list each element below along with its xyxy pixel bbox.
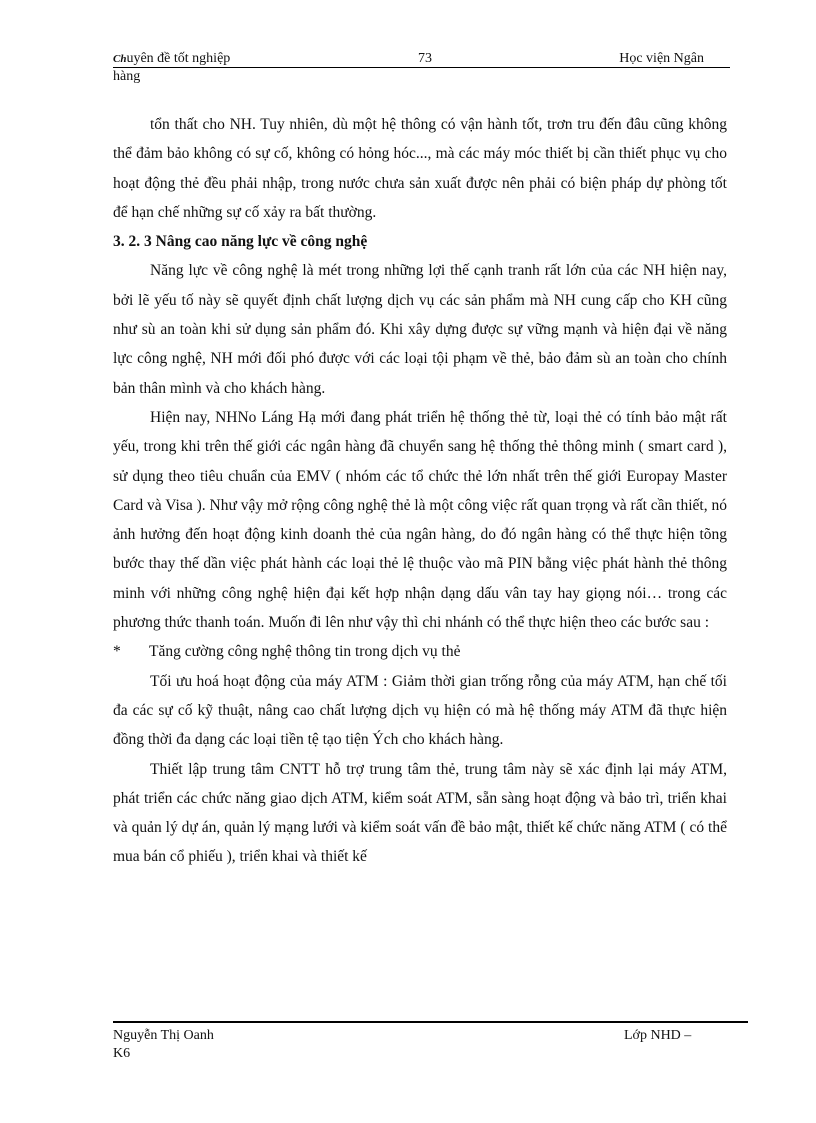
paragraph-3: Hiện nay, NHNo Láng Hạ mới đang phát triển hệ thống thẻ từ, loại thẻ có tính bảo mật rất yếu, trong khi trên thế giới các ngân hàng đã chuyển sang hệ thống thẻ thông minh ( smart card ), sử dụng theo tiêu chuẩn của EMV ( nhóm các tổ chức thẻ lớn nhất trên thế giới Europay Master Card và Visa ). Như vậy mở rộng công nghệ thẻ là một công việc rất quan trọng và rất cần thiết, nó ảnh hưởng đến hoạt động kinh doanh thẻ của ngân hàng, do đó ngân hàng có thể thực hiện tõng bước thay thế dần việc phát hành các loại thẻ lệ thuộc vào mã PIN bằng việc phát hành thẻ thông minh với những công nghệ hiện đại kết hợp nhận dạng dấu vân tay hay giọng nói… trong các phương thức thanh toán. Muốn đi lên như vậy thì chi nhánh có thể thực hiện theo các bước sau :: [113, 408, 727, 632]
header-row: [113, 51, 730, 68]
paragraph-4: Tối ưu hoá hoạt động của máy ATM : Giảm thời gian trống rỗng của máy ATM, hạn chế tối đa các sự cố kỹ thuật, nâng cao chất lượng dịch vụ hiện có mà hệ thống máy ATM đã thực hiện đồng thời đa dạng các loại tiền tệ tạo tiện Ých cho khách hàng.: [113, 672, 727, 749]
bullet-marker: *: [113, 643, 121, 661]
paragraph-2: Năng lực về công nghệ là mét trong những lợi thế cạnh tranh rất lớn của các NH hiện nay, bởi lẽ yếu tố này sẽ quyết định chất lượng dịch vụ các sản phẩm mà NH cung cấp cho KH cũng như sù an toàn khi sử dụng sản phẩm đó. Khi xây dựng được sự vững mạnh và hiện đại về năng lực công nghệ, NH mới đối phó được với các loại tội phạm về thẻ, bảo đảm sù an toàn cho chính bản thân mình và cho khách hàng.: [113, 262, 727, 397]
section-heading: 3. 2. 3 Nâng cao năng lực về công nghệ: [113, 233, 368, 251]
footer-class: Lớp NHD –: [624, 1028, 692, 1043]
header-title-text: uyên đề tốt nghiệp: [126, 51, 231, 66]
paragraph-1: tổn thất cho NH. Tuy nhiên, dù một hệ thông có vận hành tốt, trơn tru đến đâu cũng không thể đảm bảo không có sự cố, không có hỏng hóc..., mà các máy móc thiết bị cần thiết phục vụ cho hoạt động thẻ đều phải nhập, trong nước chưa sản xuất được nên phải có biện pháp dự phòng tốt để hạn chế những sự cố xảy ra bất thường.: [113, 116, 727, 221]
header-institution-continued: hàng: [113, 69, 141, 84]
page-footer: [113, 1027, 728, 1063]
footer-author: Nguyễn Thị Oanh: [113, 1028, 214, 1043]
footer-class-continued: K6: [113, 1046, 131, 1061]
paragraph-5: Thiết lập trung tâm CNTT hỗ trợ trung tâm thẻ, trung tâm này sẽ xác định lại máy ATM, phát triển các chức năng giao dịch ATM, kiểm soát ATM, sẵn sàng hoạt động và bảo trì, triển khai và quản lý dự án, quản lý mạng lưới và kiểm soát vấn đề bảo mật, thiết kế chức năng ATM ( có thể mua bán cổ phiếu ), triển khai và thiết kế: [113, 760, 727, 866]
page-header: [113, 51, 730, 85]
page-number: 73: [418, 51, 432, 66]
header-title: [113, 51, 230, 67]
bullet-text: Tăng cường công nghệ thông tin trong dịch vụ thẻ: [149, 643, 461, 661]
header-institution: Học viện Ngân: [619, 51, 704, 66]
footer-divider: [113, 1021, 748, 1023]
header-logo-mark: Ch: [113, 53, 127, 65]
document-body: [113, 110, 727, 872]
bullet-item: [113, 637, 727, 666]
footer-row: [113, 1027, 728, 1045]
